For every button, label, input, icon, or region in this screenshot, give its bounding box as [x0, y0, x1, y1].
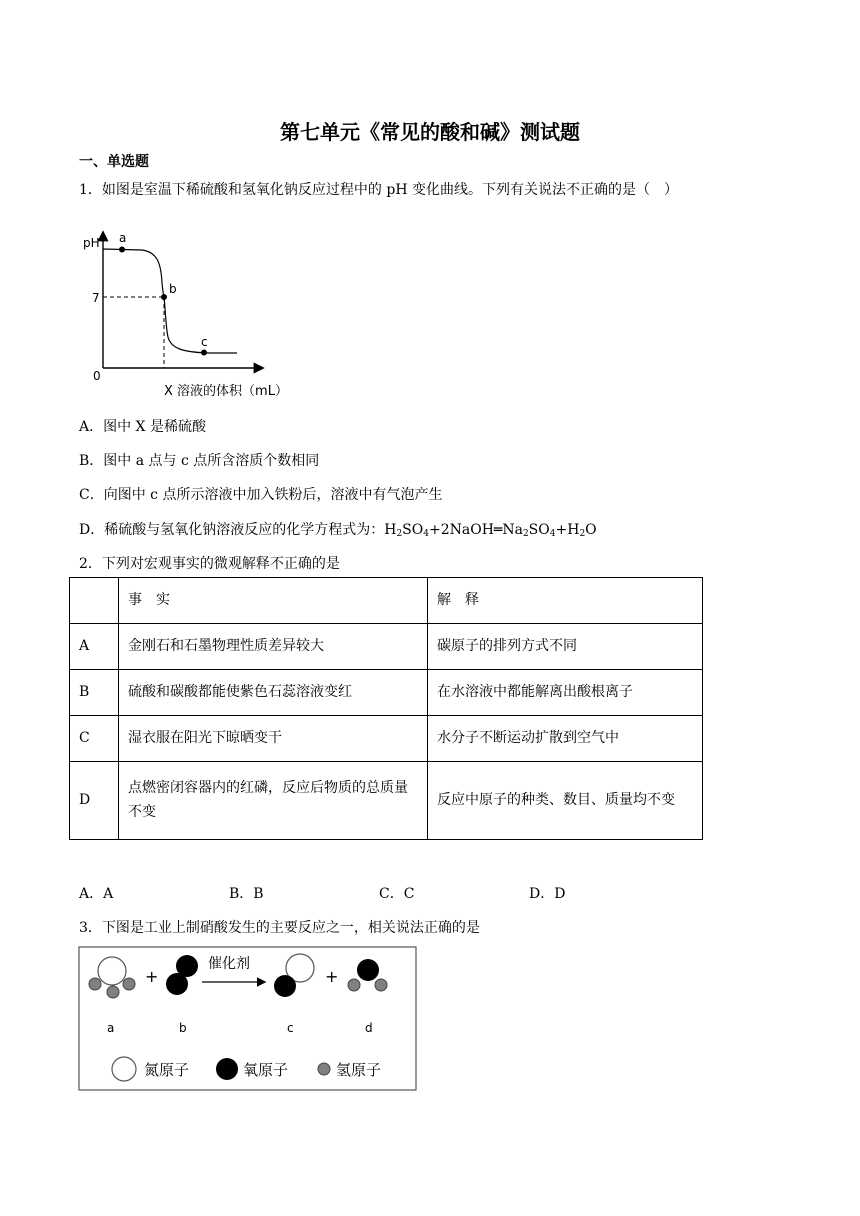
legend-oxygen-icon: [216, 1058, 238, 1080]
point-b-marker: [161, 294, 167, 300]
question-1-option-d: D．稀硫酸与氢氧化钠溶液反应的化学方程式为：$H_2SO_4+2NaOH═Na_2SO_4+H_2O$: [79, 522, 597, 539]
table-header-cell: 解 释: [428, 578, 703, 624]
label-b: b: [179, 1021, 187, 1035]
legend-hydrogen-icon: [318, 1063, 330, 1075]
legend-oxygen-label: 氧原子: [243, 1061, 289, 1079]
table-header-cell: [70, 578, 119, 624]
table-cell: 湿衣服在阳光下晾晒变干: [119, 716, 428, 762]
section-heading: 一、单选题: [79, 154, 149, 170]
table-cell: D: [70, 762, 119, 840]
question-2-option-a: A．A: [79, 886, 114, 902]
table-row: [70, 670, 703, 716]
question-2-option-d: D．D: [529, 886, 566, 902]
table-cell: A: [70, 624, 119, 670]
table-header-cell: 事 实: [119, 578, 428, 624]
table-cell: 碳原子的排列方式不同: [428, 624, 703, 670]
origin-label: 0: [93, 369, 101, 383]
table-cell: 在水溶液中都能解离出酸根离子: [428, 670, 703, 716]
question-1-option-b: B．图中 a 点与 c 点所含溶质个数相同: [79, 453, 320, 469]
ph-curve: [103, 249, 237, 353]
table-cell: 金刚石和石墨物理性质差异较大: [119, 624, 428, 670]
point-a-label: a: [119, 231, 127, 245]
point-b-label: b: [169, 282, 177, 296]
label-d: d: [365, 1021, 373, 1035]
page-title: 第七单元《常见的酸和碱》测试题: [280, 120, 580, 144]
table-cell: 水分子不断运动扩散到空气中: [428, 716, 703, 762]
reaction-diagram: [78, 946, 418, 1092]
point-a-marker: [119, 247, 125, 253]
x-axis-label: X 溶液的体积（mL）: [164, 384, 288, 399]
question-1-stem: 1．如图是室温下稀硫酸和氢氧化钠反应过程中的 pH 变化曲线。下列有关说法不正确的是（ ）: [79, 182, 678, 198]
question-1-option-c: C．向图中 c 点所示溶液中加入铁粉后，溶液中有气泡产生: [79, 487, 443, 503]
label-c: c: [287, 1021, 294, 1035]
catalyst-label: 催化剂: [208, 956, 250, 972]
question-2-option-c: C．C: [379, 886, 415, 902]
question-1-option-a: A．图中 X 是稀硫酸: [79, 419, 206, 435]
ph-curve-figure: [82, 225, 302, 405]
question-2-stem: 2．下列对宏观事实的微观解释不正确的是: [79, 556, 340, 572]
y-axis-label: pH: [83, 236, 100, 250]
legend-nitrogen-label: 氮原子: [144, 1061, 190, 1079]
point-c-marker: [201, 350, 207, 356]
plus-sign-2: +: [325, 967, 339, 986]
table-row: [70, 624, 703, 670]
legend-hydrogen-label: 氢原子: [336, 1061, 382, 1079]
question-3-stem: 3．下图是工业上制硝酸发生的主要反应之一，相关说法正确的是: [79, 920, 480, 936]
table-cell: 反应中原子的种类、数目、质量均不变: [428, 762, 703, 840]
table-cell: C: [70, 716, 119, 762]
table-cell: B: [70, 670, 119, 716]
question-2-options: [79, 883, 699, 903]
label-a: a: [107, 1021, 115, 1035]
table-cell: 点燃密闭容器内的红磷，反应后物质的总质量不变: [119, 762, 428, 840]
plus-sign-1: +: [145, 967, 159, 986]
table-row: [70, 762, 703, 840]
y-tick-7: 7: [92, 291, 100, 305]
point-c-label: c: [201, 335, 208, 349]
legend-nitrogen-icon: [112, 1057, 136, 1081]
question-2-option-b: B．B: [229, 886, 264, 902]
table-row: [70, 716, 703, 762]
table-header-row: [70, 578, 703, 624]
facts-table: [69, 577, 703, 840]
table-cell: 硫酸和碳酸都能使紫色石蕊溶液变红: [119, 670, 428, 716]
